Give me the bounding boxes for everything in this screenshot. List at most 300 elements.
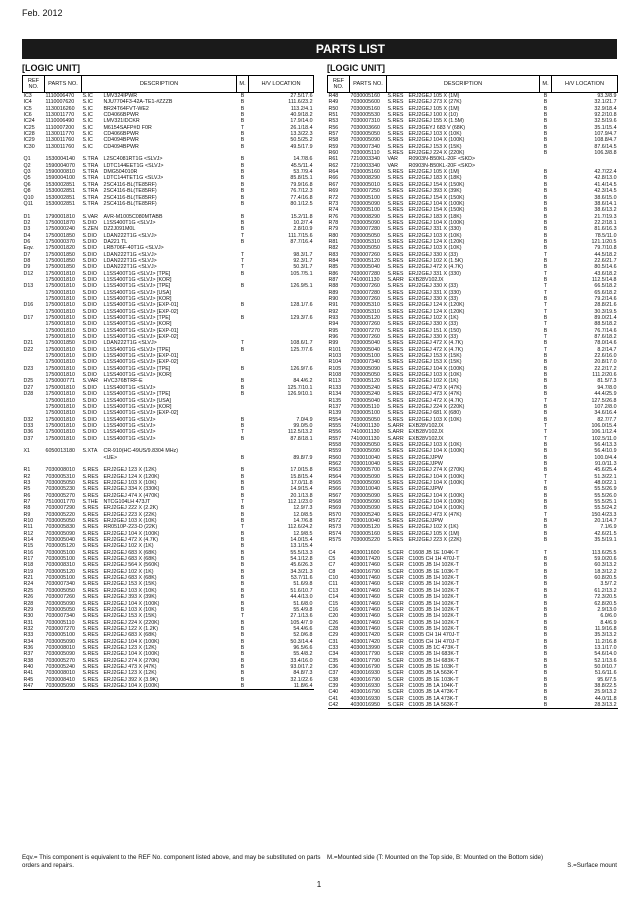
description: C1005 JB 1H 102K-T xyxy=(408,587,459,594)
description: ERJ2GEJ 330 X (33) xyxy=(408,321,458,328)
hv-location: 32.5/19.6 xyxy=(594,118,617,125)
section-title-left: [LOGIC UNIT] xyxy=(22,63,80,73)
parts-no: 7030010040 xyxy=(350,486,380,493)
ref-no: R95 xyxy=(328,327,339,334)
ref-no: R41 xyxy=(23,670,34,677)
mount-side: T xyxy=(240,124,245,131)
part-type: S.ARR xyxy=(387,429,404,436)
mount-side: B xyxy=(543,93,548,99)
description: CD4094BPWR xyxy=(103,143,139,150)
parts-no: 7030007250 xyxy=(350,188,380,195)
ref-no: R79 xyxy=(328,226,339,233)
description: L1SS400T1G <SLVJ> [TPE] xyxy=(103,365,171,372)
ref-no: C10 xyxy=(328,575,339,582)
ref-no: R9 xyxy=(23,511,31,518)
part-type: S.DIO xyxy=(82,245,97,252)
parts-no: 1750001850 xyxy=(45,251,75,258)
mount-side: T xyxy=(240,257,245,264)
description: ERJ2GEJ 224 X (220K) xyxy=(408,403,465,410)
parts-no: 7030005120 xyxy=(45,543,75,550)
hv-location: 32.1/21.7 xyxy=(594,99,617,106)
mount-side: B xyxy=(543,702,548,708)
description: L1SS400T1G <SLVJ> xyxy=(103,422,156,429)
hv-location: 51.6/9.8 xyxy=(293,581,313,588)
description: ERJ2GEJ 123 X (12K) xyxy=(103,670,157,677)
part-type: S.RES xyxy=(82,632,99,639)
mount-side: T xyxy=(543,473,548,480)
parts-no: 7030005090 xyxy=(350,137,380,144)
hv-location: 7.1/6.9 xyxy=(600,524,617,531)
mount-side: B xyxy=(543,257,548,264)
part-type: S.DIO xyxy=(82,346,97,353)
mount-side: B xyxy=(240,606,245,613)
hv-location: 93.3/8.9 xyxy=(597,93,617,99)
mount-side: B xyxy=(543,625,548,632)
mount-side: T xyxy=(543,346,548,353)
hv-location: 126.9/10.1 xyxy=(287,391,313,398)
mount-side: T xyxy=(240,264,245,271)
description: LRB706F-40T1G <SLVJ> xyxy=(103,245,164,252)
part-type: S.DIO xyxy=(82,270,97,277)
hv-location: 87.8/18.1 xyxy=(290,435,313,442)
part-type: S.RES xyxy=(387,397,404,404)
hv-location: 54.1/12.8 xyxy=(290,556,313,563)
part-type: S.DIO xyxy=(82,353,97,360)
ref-no: C20 xyxy=(328,613,339,620)
mount-side: B xyxy=(240,143,245,150)
parts-no: 7030005090 xyxy=(45,530,75,537)
description: ERJ2GEJ 331 X (330) xyxy=(408,289,461,296)
description: ERJ2GEJ 472 X (4.7K) xyxy=(408,264,463,271)
part-type: S.RES xyxy=(82,663,99,670)
description: ERJ2GEJ 105 X (1M) xyxy=(408,169,460,176)
parts-no: 1750001810 xyxy=(45,346,75,353)
parts-no: 7030007260 xyxy=(350,251,380,258)
parts-no: 7030007340 xyxy=(45,581,75,588)
part-type: S.RES xyxy=(387,251,404,258)
parts-no: 1750001810 xyxy=(45,321,75,328)
part-type: S.CER xyxy=(387,657,404,664)
mount-side: B xyxy=(240,549,245,556)
ref-no: D8 xyxy=(23,257,31,264)
hv-location: 128.1/7.6 xyxy=(290,302,313,309)
description: L1SS400T1G <SLVJ> [TPE] xyxy=(103,283,171,290)
part-type: S.RES xyxy=(387,530,404,537)
parts-no: 7510001770 xyxy=(45,499,75,505)
ref-no: R76 xyxy=(328,213,339,220)
part-type: S.RES xyxy=(387,416,404,423)
description: ERJ2GEJ 473 X (47K) xyxy=(103,663,157,670)
parts-no: 4030017460 xyxy=(350,562,380,569)
ref-no: D7 xyxy=(23,251,31,258)
description: LDAN222T1G <SLVJ> xyxy=(103,264,157,271)
ref-no: R37 xyxy=(23,651,34,658)
ref-no: R93 xyxy=(328,315,339,322)
hv-location: 66.5/18.2 xyxy=(594,283,617,290)
mount-side: B xyxy=(543,448,548,455)
mount-side: B xyxy=(240,156,245,163)
hv-location: 3.5/7.2 xyxy=(600,581,617,588)
parts-no: 7030007260 xyxy=(350,321,380,328)
mount-side: B xyxy=(240,315,245,322)
ref-no: C16 xyxy=(328,606,339,613)
mount-side: T xyxy=(240,232,245,239)
mount-side: B xyxy=(240,365,245,372)
part-type: S.CER xyxy=(387,594,404,601)
ref-no: D37 xyxy=(23,435,34,442)
description: ERJ2GEJ 473 X (47K) xyxy=(408,511,462,518)
description: ERJ2GEJ 104 X (100K) xyxy=(408,219,465,226)
ref-no: C40 xyxy=(328,689,339,696)
part-type: S.RES xyxy=(387,372,404,379)
ref-no: R58 xyxy=(328,137,339,144)
parts-no: 1110006470 xyxy=(45,93,75,99)
description: ERJ2GEJJPW xyxy=(408,486,443,493)
part-type: S.CER xyxy=(387,562,404,569)
hv-location: 105.4/7.9 xyxy=(290,619,313,626)
part-type: S.RES xyxy=(387,219,404,226)
ref-no: D13 xyxy=(23,283,34,290)
mount-side: B xyxy=(240,467,245,474)
description: C1005 JB 1H 102K-T xyxy=(408,619,459,626)
table-row xyxy=(23,683,314,690)
description: EXB28V102JX xyxy=(408,429,444,436)
hv-location: 79.9/16.8 xyxy=(290,181,313,188)
description: DZ2J091M0L xyxy=(103,226,136,233)
description: ERJ2GEJ 104 X (100K) xyxy=(408,499,465,505)
description: EXB28V102JX xyxy=(408,422,444,429)
mount-side: B xyxy=(240,638,245,645)
ref-no: IC29 xyxy=(23,137,35,144)
hv-location: 99.0/5.0 xyxy=(293,422,313,429)
parts-no: 1750001810 xyxy=(45,435,75,442)
hv-location: 106.0/15.4 xyxy=(591,422,617,429)
mount-side: B xyxy=(240,568,245,575)
part-type: S.RES xyxy=(387,112,404,119)
description: ERJ2GEJ 102 X (1K) xyxy=(408,378,459,385)
mount-side: B xyxy=(240,619,245,626)
ref-no: C39 xyxy=(328,682,339,689)
ref-no: Q5 xyxy=(23,175,31,182)
hv-location: 51.6/8.0 xyxy=(293,600,313,607)
description: L1SS400T1G <SLVJ> xyxy=(103,416,156,423)
parts-no: 7030007310 xyxy=(350,118,380,125)
mount-side: B xyxy=(543,143,548,150)
mount-side: B xyxy=(240,682,245,689)
part-type: S.RES xyxy=(82,651,99,658)
parts-no: 4030016790 xyxy=(350,663,380,670)
parts-no: 7030008010 xyxy=(45,670,75,677)
parts-no: 4030013990 xyxy=(350,644,380,651)
part-type: S.RES xyxy=(387,499,404,505)
parts-no: 1750001850 xyxy=(45,340,75,347)
mount-side: B xyxy=(543,194,548,201)
ref-no: R113 xyxy=(328,378,341,385)
hv-location: 44.4/25.9 xyxy=(594,391,617,398)
hv-location: 13.1/15.4 xyxy=(290,543,313,550)
hv-location: 79.7/10.8 xyxy=(594,245,617,252)
ref-no: R74 xyxy=(328,207,339,214)
parts-no: 1750001810 xyxy=(45,334,75,341)
ref-no: R568 xyxy=(328,499,342,505)
parts-no: 7030005310 xyxy=(350,302,380,309)
description: ERJ2GEJ 102 X (1K) xyxy=(408,315,459,322)
mount-side: B xyxy=(543,486,548,493)
hv-location: 56.4/10.9 xyxy=(594,448,617,455)
hv-location: 55.5/13.3 xyxy=(290,549,313,556)
part-type: S.VAR xyxy=(82,213,99,220)
section-title-right: [LOGIC UNIT] xyxy=(327,63,385,73)
hv-location: 40.9/18.2 xyxy=(290,112,313,119)
parts-no: 7030005090 xyxy=(350,219,380,226)
hv-location: 94.7/8.0 xyxy=(597,384,617,391)
part-type: S.RES xyxy=(387,296,404,302)
parts-no: 1750001850 xyxy=(45,264,75,271)
hv-location: 14.0/15.4 xyxy=(290,537,313,544)
part-type: S.RES xyxy=(82,511,99,518)
parts-no: 7030008010 xyxy=(45,644,75,651)
part-type: S.CER xyxy=(387,556,404,563)
part-type: S.RES xyxy=(387,105,404,112)
mount-side: B xyxy=(543,670,548,677)
parts-no: 7030005310 xyxy=(45,473,75,480)
part-type: S.CER xyxy=(387,549,404,556)
mount-side: T xyxy=(543,511,548,518)
description: ERJ2GEJ 330 X (33) xyxy=(408,251,458,258)
ref-no: R2 xyxy=(23,473,31,480)
ref-no: R10 xyxy=(23,518,34,525)
ref-no: C42 xyxy=(328,702,339,708)
mount-side: B xyxy=(240,530,245,537)
mount-side: B xyxy=(543,651,548,658)
ref-no: C15 xyxy=(328,600,339,607)
description: ERJ2GEJ 153 X (15K) xyxy=(408,143,462,150)
hv-location: 82.7/7.7 xyxy=(597,416,617,423)
part-type: S.CER xyxy=(387,600,404,607)
hv-location: 55.4/9.8 xyxy=(293,606,313,613)
mount-side: B xyxy=(543,118,548,125)
part-type: S.RES xyxy=(82,562,99,569)
parts-no: 1530004140 xyxy=(45,156,75,163)
mount-side: B xyxy=(543,175,548,182)
ref-no: C4 xyxy=(328,549,336,556)
parts-no: 1750001810 xyxy=(45,429,75,436)
hv-location: 27.5/17.6 xyxy=(290,93,313,99)
mount-side: B xyxy=(543,613,548,620)
ref-no: D22 xyxy=(23,346,34,353)
hv-location: 38.6/13.2 xyxy=(594,207,617,214)
ref-no: R573 xyxy=(328,524,342,531)
hv-location: 107.2/8.0 xyxy=(594,403,617,410)
description: C1005 JB 1H 102K-T xyxy=(408,562,459,569)
parts-no: 1530002851 xyxy=(45,194,75,201)
ref-no: R51 xyxy=(328,112,339,119)
part-type: S.RES xyxy=(387,492,404,499)
hv-location: 106.1/12.4 xyxy=(591,429,617,436)
mount-side: B xyxy=(543,676,548,683)
mount-side: B xyxy=(543,181,548,188)
mount-side: B xyxy=(543,169,548,176)
ref-no: R50 xyxy=(328,105,339,112)
parts-no: 7030005310 xyxy=(350,238,380,245)
mount-side: B xyxy=(240,105,245,112)
mount-side: T xyxy=(240,524,245,531)
ref-no: R101 xyxy=(328,346,342,353)
hv-location: 11.2/16.8 xyxy=(594,638,617,645)
parts-no: 7030005090 xyxy=(45,682,75,689)
mount-side: B xyxy=(240,213,245,220)
ref-no: Q2 xyxy=(23,162,31,169)
hv-location: 125.7/7.6 xyxy=(290,346,313,353)
part-type: S.RES xyxy=(82,524,99,531)
part-type: S.CER xyxy=(387,581,404,588)
hv-location: 111.6/23.2 xyxy=(288,99,313,106)
description: DMG504010R xyxy=(103,169,138,176)
description: EXB28V102JX xyxy=(408,276,444,283)
ref-no: D33 xyxy=(23,422,34,429)
ref-no: C14 xyxy=(328,594,339,601)
description: ERJ2GEJ 104 X (100K) xyxy=(103,530,160,537)
hv-location: 42.6/21.5 xyxy=(594,530,617,537)
ref-no: R26 xyxy=(23,594,34,601)
parts-no: 1750001810 xyxy=(45,315,75,322)
ref-no: Eqv. xyxy=(23,245,34,252)
ref-no: R133 xyxy=(328,384,342,391)
parts-no: 7030005240 xyxy=(350,511,380,518)
description: L1SS400T1G <SLVJ> [TPE] xyxy=(103,346,171,353)
part-type: S.RES xyxy=(387,334,404,341)
mount-side: B xyxy=(240,302,245,309)
parts-no: 7030005050 xyxy=(45,606,75,613)
ref-no: R11 xyxy=(23,524,33,531)
hv-location: 53.7/9.4 xyxy=(293,169,313,176)
parts-no: 7030008290 xyxy=(350,213,380,220)
page-title: PARTS LIST xyxy=(22,39,617,59)
parts-no: 1110007200 xyxy=(45,124,75,131)
part-type: S.RES xyxy=(82,613,99,620)
ref-no: C34 xyxy=(328,651,339,658)
hv-location: 55.5/24.2 xyxy=(594,505,617,512)
part-type: S.TRA xyxy=(82,162,99,169)
part-type: S.RES xyxy=(82,556,99,563)
ref-no: D4 xyxy=(23,232,31,239)
parts-no: 7030007260 xyxy=(350,334,380,341)
hv-location: 112.5/14.8 xyxy=(591,276,617,283)
part-type: S.RES xyxy=(387,486,404,493)
ref-no: IC4 xyxy=(23,99,32,106)
parts-no: 1110006490 xyxy=(45,118,75,125)
part-type: S.CER xyxy=(387,676,404,683)
ref-no: R560 xyxy=(328,454,342,461)
mount-side: B xyxy=(543,264,548,271)
hv-location: 87.7/16.4 xyxy=(290,238,313,245)
hv-location: 15.2/11.8 xyxy=(290,213,313,220)
table-row xyxy=(328,93,618,100)
hv-location: 77.4/16.8 xyxy=(290,194,313,201)
parts-no: 7030005270 xyxy=(45,492,75,499)
mount-side: B xyxy=(543,226,548,233)
part-type: S.RES xyxy=(82,657,99,664)
mount-side: B xyxy=(543,524,548,531)
parts-no: 7030005160 xyxy=(350,105,380,112)
parts-no: 7030005120 xyxy=(350,315,380,322)
description: L1SS400T1G <SLVJ> [USA] xyxy=(103,289,171,296)
part-type: S.TRA xyxy=(82,181,99,188)
hv-location: 55.5/26.9 xyxy=(594,486,617,493)
description: L1SS400T1G <SLVJ> xyxy=(103,435,156,442)
description: C1005 JB 1H 102K-T xyxy=(408,625,459,632)
col-mount: M. xyxy=(237,76,249,93)
mount-side: B xyxy=(240,479,245,486)
ref-no: IC30 xyxy=(23,143,35,150)
mount-side: B xyxy=(543,632,548,639)
ref-no: R30 xyxy=(23,613,34,620)
part-type: S.RES xyxy=(82,492,99,499)
part-type: S.RES xyxy=(387,410,404,417)
description: ERJ2GEJ 155 X (1.5M) xyxy=(408,118,464,125)
parts-no: 7030010040 xyxy=(350,460,380,467)
part-type: S.RES xyxy=(387,131,404,138)
hv-location: 93.0/17.2 xyxy=(290,663,313,670)
mount-side: B xyxy=(240,663,245,670)
hv-location: 98.3/1.7 xyxy=(293,251,313,258)
hv-location: 14.7/6.8 xyxy=(293,518,313,525)
hv-location: 112.5/13.2 xyxy=(287,429,313,436)
part-type: S.CER xyxy=(387,575,404,582)
hv-location: 61.2/13.2 xyxy=(594,587,617,594)
parts-no: 4030017460 xyxy=(350,619,380,626)
parts-no: 7030007280 xyxy=(350,226,380,233)
mount-side: B xyxy=(240,384,245,391)
hv-location: 32.1/22.6 xyxy=(290,676,313,683)
description: ERJ2GEJ 100 X (10) xyxy=(408,112,458,119)
parts-no: 7030007260 xyxy=(350,283,380,290)
mount-side: T xyxy=(543,334,548,341)
ref-no: R53 xyxy=(328,118,339,125)
part-type: S.CER xyxy=(387,682,404,689)
part-type: S.RES xyxy=(387,232,404,239)
parts-no: 7030005040 xyxy=(350,340,380,347)
parts-no: 1130011770 xyxy=(45,112,75,119)
mount-side: B xyxy=(240,651,245,658)
parts-no: 7030005100 xyxy=(350,194,380,201)
description: R0903N-B50KL-20F <SKD> xyxy=(408,162,476,169)
ref-no: D32 xyxy=(23,416,34,423)
ref-no: R25 xyxy=(23,587,34,594)
mount-side: B xyxy=(543,581,548,588)
description: ERJ2GEJ 330 X (33) xyxy=(408,334,458,341)
footnote-mounted-side: M.=Mounted side (T: Mounted on the Top side, B: Mounted on the Bottom side) xyxy=(327,854,544,861)
hv-location: 44.0/11.8 xyxy=(594,695,617,702)
description: LDAN222T1G <SLVJ> xyxy=(103,232,157,239)
parts-no: 7030005050 xyxy=(45,518,75,525)
ref-no: R135 xyxy=(328,397,342,404)
mount-side: B xyxy=(543,537,548,544)
part-type: S.RES xyxy=(82,676,99,683)
parts-no: 7030005090 xyxy=(45,600,75,607)
hv-location: 44.5/18.2 xyxy=(594,251,617,258)
ref-no: C35 xyxy=(328,657,339,664)
part-type: S.CER xyxy=(387,619,404,626)
description: C1005 JB 1A 563K-T xyxy=(408,670,459,677)
parts-no: 4030017460 xyxy=(350,625,380,632)
hv-location: 12.9/8.5 xyxy=(293,530,313,537)
parts-no: 1530002851 xyxy=(45,181,75,188)
mount-side: T xyxy=(543,479,548,486)
mount-side: B xyxy=(240,200,245,207)
part-type: S.RES xyxy=(82,606,99,613)
description: ERJ2GEJJPW xyxy=(408,454,443,461)
